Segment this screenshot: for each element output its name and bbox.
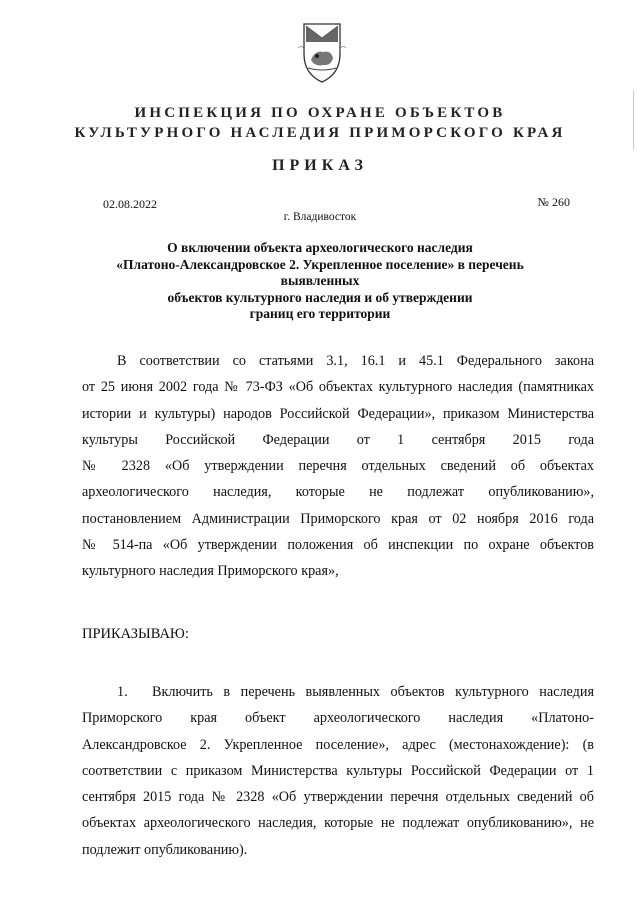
item-text: Включить в перечень выявленных объектов культурного наследия [152,684,594,700]
text-line: № 2328 «Об утверждении перечня отдельных сведений об объектах [82,458,594,475]
document-number: № 260 [537,195,570,209]
subject-line: выявленных [280,273,360,288]
item-first-line [82,679,594,705]
subject-line: «Платоно-Александровское 2. Укрепленное поселение» в перечень [116,256,524,272]
org-name-line1: ИНСПЕКЦИЯ ПО ОХРАНЕ ОБЪЕКТОВ [134,105,506,121]
preamble-paragraph [82,348,594,585]
text-line: сентября 2015 года № 2328 «Об утверждении перечня отдельных сведений об [82,789,594,806]
text-line: культурного наследия Приморского края», [82,563,339,580]
subject-line: границ его территории [249,306,391,321]
order-item-1 [82,679,594,863]
document-type-title: ПРИКАЗ [272,157,368,174]
text-line: объектах археологического наследия, которые не подлежат опубликованию», не [82,815,594,832]
text-line: от 25 июня 2002 года № 73-ФЗ «Об объектах культурного наследия (памятниках [82,379,594,396]
command-heading: ПРИКАЗЫВАЮ: [82,626,189,642]
subject-line: О включении объекта археологического наследия [167,240,473,255]
order-subject [90,240,550,323]
document-city: г. Владивосток [283,211,357,223]
text-line: археологического наследия, которые не подлежат опубликованию», [82,484,594,501]
org-name-line2: КУЛЬТУРНОГО НАСЛЕДИЯ ПРИМОРСКОГО КРАЯ [74,125,566,141]
text-line: Александровское 2. Укрепленное поселение», адрес (местонахождение): (в [82,736,594,753]
text-line: подлежит опубликованию). [82,841,248,858]
text-line: № 514-па «Об утверждении положения об инспекции по охране объектов [82,537,594,554]
subject-line: объектов культурного наследия и об утверждении [167,289,473,305]
text-line: культуры Российской Федерации от 1 сентября 2015 года [82,431,594,448]
text-line: соответствии с приказом Министерства культуры Российской Федерации от 1 [82,762,594,779]
document-date: 02.08.2022 [103,197,157,211]
text-line: истории и культуры) народов Российской Федерации», приказом Министерства [82,405,594,422]
item-number: 1. [117,684,128,700]
coat-of-arms-emblem [298,20,346,84]
text-line: В соответствии со статьями 3.1, 16.1 и 45.1 Федерального закона [117,353,594,369]
text-line: постановлением Администрации Приморского края от 02 ноября 2016 года [82,510,594,527]
text-line: Приморского края объект археологического наследия «Платоно- [82,710,594,727]
